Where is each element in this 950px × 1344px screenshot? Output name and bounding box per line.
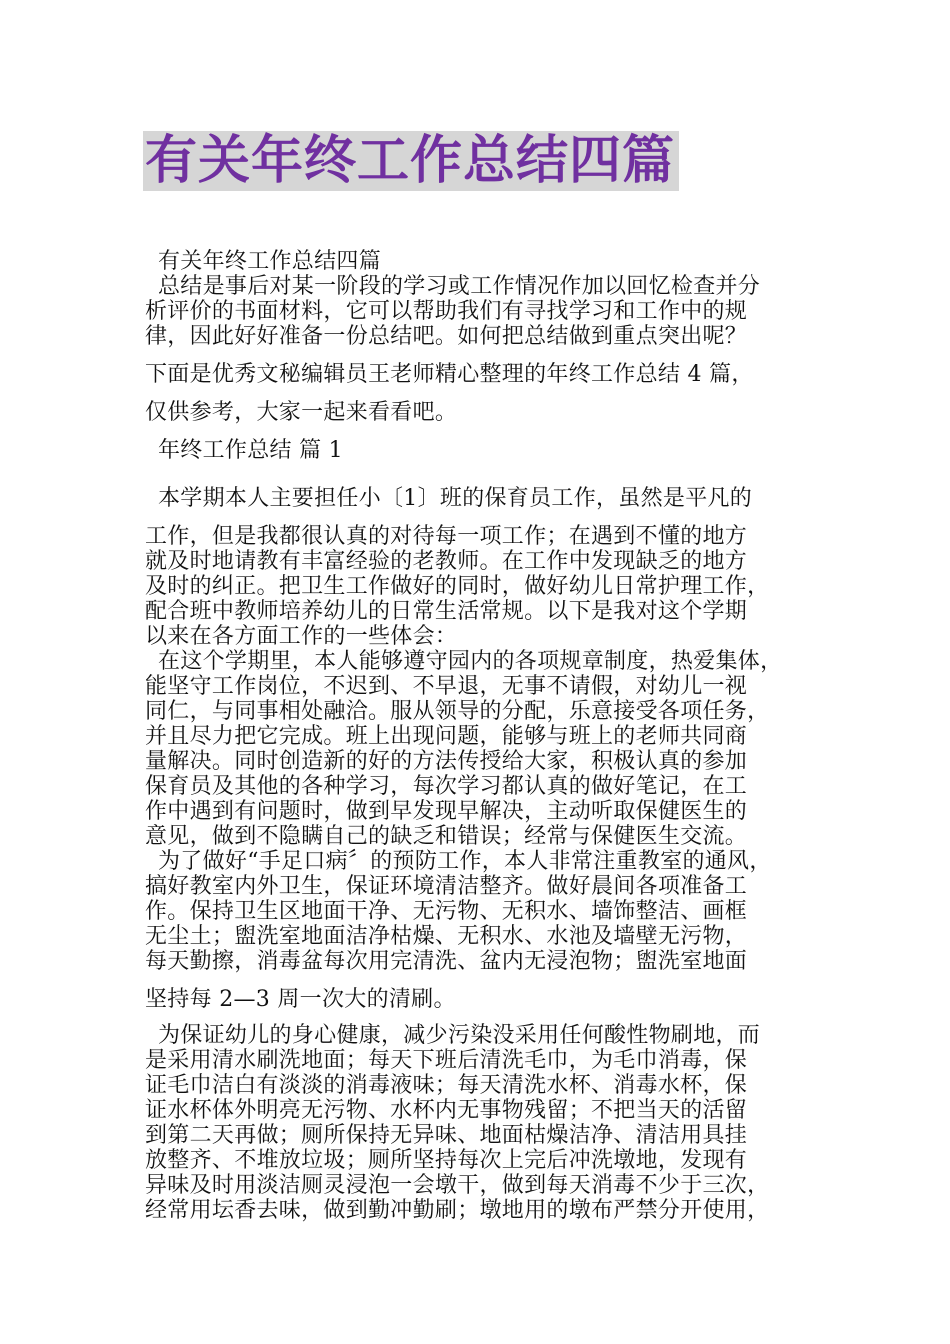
text-line: 同仁，与同事相处融洽。服从领导的分配，乐意接受各项任务， xyxy=(145,699,770,724)
text-line: 坚持每 2—3 周一次大的清刷。 xyxy=(145,987,456,1012)
text-line: 搞好教室内外卫生，保证环境清洁整齐。做好晨间各项准备工 xyxy=(145,874,748,899)
text-line: 放整齐、不堆放垃圾；厕所坚持每次上完后冲洗墩地，发现有 xyxy=(145,1148,748,1173)
document-title: 有关年终工作总结四篇 xyxy=(143,131,679,191)
text-line: 作。保持卫生区地面干净、无污物、无积水、墙饰整洁、画框 xyxy=(145,899,748,924)
text-line: 配合班中教师培养幼儿的日常生活常规。以下是我对这个学期 xyxy=(145,599,748,624)
text-line: 异味及时用淡洁厕灵浸泡一会墩干，做到每天消毒不少于三次， xyxy=(145,1173,770,1198)
text-line: 律，因此好好准备一份总结吧。如何把总结做到重点突出呢？ xyxy=(145,324,748,349)
text-line: 并且尽力把它完成。班上出现问题，能够与班上的老师共同商 xyxy=(145,724,748,749)
text-line: 就及时地请教有丰富经验的老教师。在工作中发现缺乏的地方 xyxy=(145,549,748,574)
text-line: 工作，但是我都很认真的对待每一项工作；在遇到不懂的地方 xyxy=(145,524,748,549)
text-line: 证毛巾洁白有淡淡的消毒液味；每天清洗水杯、消毒水杯，保 xyxy=(145,1073,748,1098)
text-line: 为了做好“手足口病〞的预防工作，本人非常注重教室的通风， xyxy=(158,849,772,874)
text-line: 及时的纠正。把卫生工作做好的同时，做好幼儿日常护理工作， xyxy=(145,574,770,599)
text-line: 析评价的书面材料，它可以帮助我们有寻找学习和工作中的规 xyxy=(145,299,748,324)
text-line: 保育员及其他的各种学习，每次学习都认真的做好笔记，在工 xyxy=(145,774,748,799)
subtitle-line: 有关年终工作总结四篇 xyxy=(158,249,382,274)
text-line: 证水杯体外明亮无污物、水杯内无事物残留；不把当天的活留 xyxy=(145,1098,748,1123)
text-line: 能坚守工作岗位，不迟到、不早退，无事不请假，对幼儿一视 xyxy=(145,674,748,699)
text-line: 意见，做到不隐瞒自己的缺乏和错误；经常与保健医生交流。 xyxy=(145,824,748,849)
section-heading: 年终工作总结 篇 1 xyxy=(158,438,343,463)
text-line: 无尘土；盥洗室地面洁净枯燥、无积水、水池及墙壁无污物， xyxy=(145,924,748,949)
text-line: 以来在各方面工作的一些体会： xyxy=(145,624,458,649)
text-line: 到第二天再做；厕所保持无异味、地面枯燥洁净、清洁用具挂 xyxy=(145,1123,748,1148)
text-line: 每天勤擦，消毒盆每次用完清洗、盆内无浸泡物；盥洗室地面 xyxy=(145,949,748,974)
text-line: 仅供参考，大家一起来看看吧。 xyxy=(145,400,458,425)
text-line: 是采用清水刷洗地面；每天下班后清洗毛巾，为毛巾消毒，保 xyxy=(145,1048,748,1073)
text-line: 在这个学期里，本人能够遵守园内的各项规章制度，热爱集体， xyxy=(158,649,783,674)
text-line: 量解决。同时创造新的好的方法传授给大家，积极认真的参加 xyxy=(145,749,748,774)
text-line: 本学期本人主要担任小〔1〕班的保育员工作，虽然是平凡的 xyxy=(158,486,753,511)
text-line: 为保证幼儿的身心健康，减少污染没采用任何酸性物刷地，而 xyxy=(158,1023,761,1048)
text-line: 经常用坛香去味，做到勤冲勤刷；墩地用的墩布严禁分开使用， xyxy=(145,1198,770,1223)
text-line: 总结是事后对某一阶段的学习或工作情况作加以回忆检查并分 xyxy=(158,274,761,299)
text-line: 下面是优秀文秘编辑员王老师精心整理的年终工作总结 4 篇， xyxy=(145,362,754,387)
text-line: 作中遇到有问题时，做到早发现早解决，主动听取保健医生的 xyxy=(145,799,748,824)
